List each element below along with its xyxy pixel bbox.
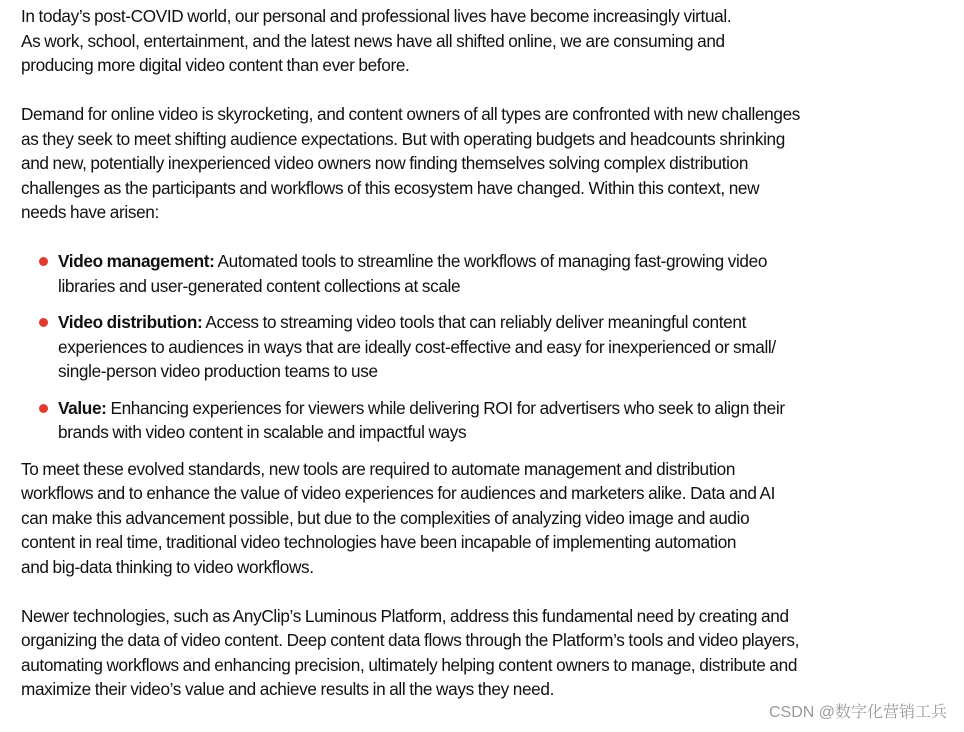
text-line: and new, potentially inexperienced video owners now finding themselves solving complex distribution [21,153,749,173]
text-line: automating workflows and enhancing precision, ultimately helping content owners to manage, distribute and [21,654,798,675]
bullet-text-line: single-person video production teams to use [58,361,378,381]
bullet-text-line: brands with video content in scalable and impactful ways [58,422,467,442]
needs-bullet-list [21,249,951,445]
text-line: workflows and to enhance the value of video experiences for audiences and marketers alike. Data and AI [21,483,776,503]
bullet-text: Automated tools to streamline the workflows of managing fast-growing video [217,251,768,271]
text-line: challenges as the participants and workflows of this ecosystem have changed. Within this context, new [21,177,760,198]
bullet-term: Video distribution: [58,312,203,332]
paragraph-standards [21,457,951,580]
bullet-item-video-management [21,249,951,298]
text-line: can make this advancement possible, but due to the complexities of analyzing video image and audio [21,507,750,528]
text-line: Newer technologies, such as AnyClip’s Luminous Platform, address this fundamental need by creating and [21,605,789,626]
text-line: producing more digital video content than ever before. [21,55,410,75]
text-line: as they seek to meet shifting audience expectations. But with operating budgets and headcounts shrinking [21,128,785,149]
text-line: content in real time, traditional video technologies have been incapable of implementing automation [21,532,737,552]
bullet-item-value [21,396,951,445]
bullet-text-line: experiences to audiences in ways that are ideally cost-effective and easy for inexperienced or small/ [58,336,776,357]
bullet-text: Access to streaming video tools that can reliably deliver meaningful content [205,312,747,332]
text-line: maximize their video’s value and achieve results in all the ways they need. [21,679,555,699]
bullet-dot-icon [39,404,48,413]
paragraph-intro [21,4,951,78]
text-line: In today’s post-COVID world, our personal and professional lives have become increasingly virtual. [21,6,732,26]
paragraph-demand [21,102,951,225]
bullet-dot-icon [39,257,48,266]
text-line: and big-data thinking to video workflows. [21,556,314,577]
csdn-watermark: CSDN @数字化营销工兵 [768,704,947,721]
bullet-term: Value: [58,397,107,418]
bullet-item-video-distribution [21,310,951,384]
text-line: Demand for online video is skyrocketing, and content owners of all types are confronted with new challenges [21,104,801,124]
paragraph-newer-technologies [21,604,951,702]
text-line: organizing the data of video content. Deep content data flows through the Platform’s tools and video players, [21,630,800,650]
document-body [21,4,951,726]
text-line: needs have arisen: [21,202,159,222]
bullet-text: Enhancing experiences for viewers while delivering ROI for advertisers who seek to align their [110,397,785,418]
bullet-dot-icon [39,318,48,327]
text-line: As work, school, entertainment, and the latest news have all shifted online, we are consuming and [21,30,725,51]
bullet-text-line: libraries and user-generated content collections at scale [58,275,461,296]
bullet-term: Video management: [58,251,215,271]
text-line: To meet these evolved standards, new tools are required to automate management and distribution [21,458,736,479]
